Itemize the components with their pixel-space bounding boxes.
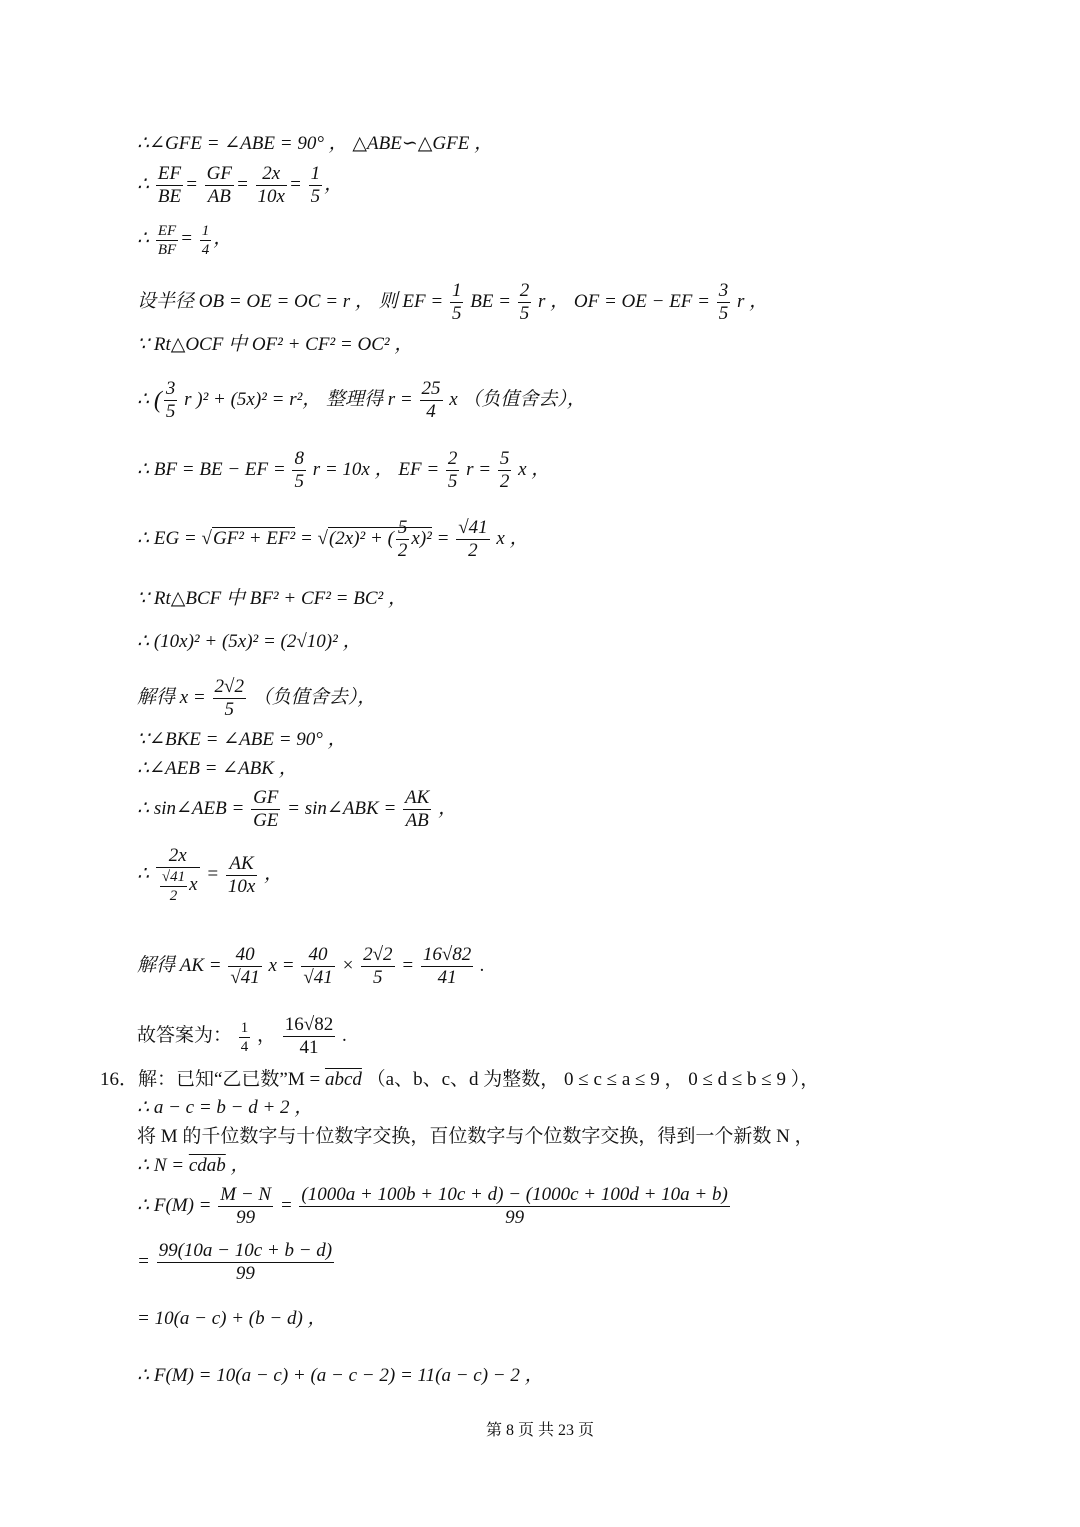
fraction: $\frac{GF}{AB}$ xyxy=(206,163,232,207)
fraction: $\frac{1}{5}$ xyxy=(310,163,321,207)
line-11: 解得 x = $\frac{2√2}{5}$ （负值舍去）， xyxy=(137,676,377,720)
line-12: ∵∠BKE = ∠ABE = 90° ， xyxy=(137,729,347,750)
line-24: = 10(a − c) + (b − d) ， xyxy=(137,1308,327,1329)
fraction: $\frac{99(10a - 10c + b - d)}{99}$ xyxy=(158,1240,333,1284)
line-25: ∴ F(M) = 10(a − c) + (a − c − 2) = 11(a − c) − 2 ， xyxy=(137,1365,544,1386)
line-1: ∴∠GFE = ∠ABE = 90° ， △ABE∽△GFE ， xyxy=(137,133,494,154)
line-23: = $\frac{99(10a - 10c + b - d)}{99}$ xyxy=(137,1240,333,1284)
line-14: ∴ sin∠AEB = $\frac{GF}{GE}$ = sin∠ABK = $\frac{AK}{AB}$ ， xyxy=(137,787,458,831)
fraction: $\frac{AK}{AB}$ xyxy=(405,787,430,831)
fraction: $\frac{3}{5}$ xyxy=(165,378,176,422)
fraction: $\frac{√41}{2}$ xyxy=(458,517,488,561)
fraction: $\frac{EF}{BF}$ xyxy=(157,223,177,258)
fraction: $\frac{2√2}{5}$ xyxy=(214,676,244,720)
fraction: $\frac{40}{√41}$ xyxy=(303,944,333,988)
fraction: $\frac{25}{4}$ xyxy=(421,378,441,422)
compound-fraction: 2x $\frac{√41}{2}$ x xyxy=(156,845,200,905)
fraction: $\frac{2√2}{5}$ xyxy=(363,944,393,988)
fraction: $\frac{(1000a + 100b + 10c + d) - (1000c + 100d + 10a + b)}{99}$ xyxy=(301,1184,728,1228)
fraction: $\frac{1}{4}$ xyxy=(240,1019,249,1055)
line-20: 将 M 的千位数字与十位数字交换，百位数字与个位数字交换，得到一个新数 N ， xyxy=(137,1126,814,1147)
line-13: ∴∠AEB = ∠ABK ， xyxy=(137,758,298,779)
fraction: $\frac{1}{4}$ xyxy=(201,223,210,258)
line-21: ∴ N = cdab ， xyxy=(137,1155,250,1176)
fraction: $\frac{2}{5}$ xyxy=(519,280,530,324)
fraction: $\frac{EF}{BE}$ xyxy=(157,163,182,207)
line-16: 解得 AK = $\frac{40}{√41}$ x = $\frac{40}{√41}$ × $\frac{2√2}{5}$ = $\frac{16√82}{41}$ . xyxy=(137,944,485,988)
line-22: ∴ F(M) = $\frac{M - N}{99}$ = $\frac{(1000a + 100b + 10c + d) - (1000c + 100d + 10a + b)}{99}$ xyxy=(137,1184,728,1228)
line-2: ∴ $\frac{EF}{BE}$ = $\frac{GF}{AB}$ = $\frac{2x}{10x}$ = $\frac{1}{5}$ ， xyxy=(137,163,344,207)
fraction: $\frac{GF}{GE}$ xyxy=(253,787,279,831)
fraction: $\frac{16√82}{41}$ xyxy=(284,1014,334,1058)
fraction: $\frac{3}{5}$ xyxy=(718,280,729,324)
line-3: ∴ $\frac{EF}{BF}$ = $\frac{1}{4}$ ， xyxy=(137,223,233,258)
fraction: $\frac{16√82}{41}$ xyxy=(422,944,472,988)
fraction: $\frac{2}{5}$ xyxy=(447,448,458,492)
line-15: ∴ 2x $\frac{√41}{2}$ x = $\frac{AK}{10x}$ ， xyxy=(137,845,284,904)
fraction: $\frac{40}{√41}$ xyxy=(230,944,260,988)
page-footer: 第 8 页 共 23 页 xyxy=(485,1422,594,1439)
line-17-answer: 故答案为： $\frac{1}{4}$ ， $\frac{16√82}{41}$ . xyxy=(137,1014,347,1058)
fraction: $\frac{AK}{10x}$ xyxy=(227,852,256,897)
line-7: ∴ BF = BE − EF = $\frac{8}{5}$ r = 10x ， EF = $\frac{2}{5}$ r = $\frac{5}{2}$ x ， xyxy=(137,448,551,492)
line-18-problem-16: 16．解：已知“乙已数”M = abcd （a、b、c、d 为整数， 0 ≤ c ≤ a ≤ 9 ， 0 ≤ d ≤ b ≤ 9 ）， xyxy=(100,1069,820,1090)
fraction: $\frac{5}{2}$ xyxy=(397,517,408,561)
line-5: ∵ Rt△OCF 中 OF² + CF² = OC² ， xyxy=(137,334,414,355)
fraction: $\frac{2x}{10x}$ xyxy=(257,163,285,207)
fraction: $\frac{1}{5}$ xyxy=(451,280,462,324)
fraction: $\frac{√41}{2}$ xyxy=(161,869,186,904)
line-8: ∴ EG = √GF² + EF² = √(2x)² + ( $\frac{5}{2}$ x)² = $\frac{√41}{2}$ x ， xyxy=(137,517,529,561)
line-10: ∴ (10x)² + (5x)² = (2√10)² ， xyxy=(137,631,362,652)
line-9: ∵ Rt△BCF 中 BF² + CF² = BC² ， xyxy=(137,588,407,609)
line-6: ∴ ( $\frac{3}{5}$ r )² + (5x)² = r²， 整理得 r = $\frac{25}{4}$ x （负值舍去）， xyxy=(137,378,586,422)
fraction: $\frac{M - N}{99}$ xyxy=(220,1184,272,1228)
line-4: 设半径 OB = OE = OC = r ， 则 EF = $\frac{1}{5}$ BE = $\frac{2}{5}$ r ， OF = OE − EF = $\frac{3}{5}$ r ， xyxy=(137,280,769,324)
line-19: ∴ a − c = b − d + 2 ， xyxy=(137,1097,314,1118)
fraction: $\frac{5}{2}$ xyxy=(499,448,510,492)
fraction: $\frac{8}{5}$ xyxy=(294,448,304,492)
